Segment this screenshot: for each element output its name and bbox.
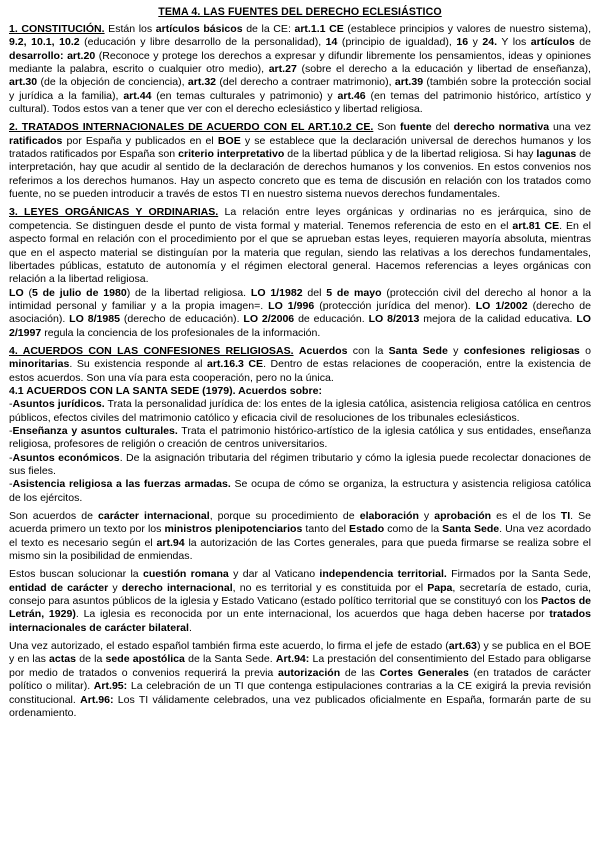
section-heading: 3. LEYES ORGÁNICAS Y ORDINARIAS. (9, 206, 219, 219)
paragraph-ratificacion: Una vez autorizado, el estado español también firma este acuerdo, lo firma el jefe de estado (art.63) y se publica en el BOE y en las actas de la sede apostólica de la Santa Sede. Art.94: La prestación del consentimiento del Estado para obligarse por medio de tratados o convenios requerirá la previa autorización de las Cortes Generales (en tratados de carácter político o militar). Art.95: La celebración de un TI que contenga estipulaciones contrarias a la CE exigirá la previa revisión constitucional. Art.96: Los TI válidamente celebrados, una vez publicados oficialmente en España, formarán parte de su ordenamiento. (9, 640, 592, 719)
paragraph-caracter-internacional: Son acuerdos de carácter internacional, porque su procedimiento de elaboración y aprobación es el de los TI. Se acuerda primero un texto por los ministros plenipotenciarios tanto del Estado como de la Santa Sede. Una vez acordado el texto es necesario según el art.94 la autorización de las Cortes generales, para que pueda firmarse se realiza sobre el mismo sin la posibilidad de enmiendas. (9, 510, 592, 563)
section-tratados: 2. TRATADOS INTERNACIONALES DE ACUERDO CON EL ART.10.2 CE. Son fuente del derecho normativa una vez ratificados por España y publicados en el BOE y se establece que la declaración universal de derechos humanos y los tratados ratificados por España son criterio interpretativo de la libertad pública y de la libertad religiosa. Si hay lagunas de interpretación, hay que acudir al sentido de la declaración de derechos humanos y los convenios. En estos convenios nos referimos a los derechos humanos. Hay un aspecto concreto que es tema de discusión en relación con los tratados como fuente, no se pueden introducir a través de estos TI en nuestro sistema nuevos derechos fundamentales. (9, 121, 592, 201)
paragraph-cuestion-romana: Estos buscan solucionar la cuestión romana y dar al Vaticano independencia territorial. Firmados por la Santa Sede, entidad de carácter y derecho internacional, no es territorial y es constituida por el Papa, secretaría de estado, curia, consejo para asuntos públicos de la iglesia y Estado Vaticano (estado político territorial que se constituyó con los Pactos de Letrán, 1929). La iglesia es reconocida por un ente internacional, los acuerdos que haga deben hacerse por tratados internacionales de carácter bilateral. (9, 568, 592, 634)
section-leyes: 3. LEYES ORGÁNICAS Y ORDINARIAS. La relación entre leyes orgánicas y ordinarias no es jerárquica, sino de competencia. Se distinguen desde el punto de vista formal y material. Tenemos referencia de esto en el art.81 CE. En el aspecto formal en relación con el procedimiento por el que se aprueban estas leyes, requieren mayoría absoluta, mientras que en el aspecto material se distinguían por la materia que regulan, siendo las relativas a los derechos fundamentales, libertades públicas, estatuto de autonomía y el régimen electoral general. Hacemos referencias a leyes orgánicas con relación a la libertad religiosa. (9, 206, 592, 286)
list-item: -Enseñanza y asuntos culturales. Trata el patrimonio histórico-artístico de la iglesia católica y sus entidades, enseñanza religiosa, profesores de religión o creación de centros universitarios. (9, 424, 591, 451)
section-heading: 1. CONSTITUCIÓN. (9, 23, 105, 35)
subsection-heading: 4.1 ACUERDOS CON LA SANTA SEDE (1979). Acuerdos sobre: (9, 384, 322, 397)
section-constitucion: 1. CONSTITUCIÓN. Están los artículos básicos de la CE: art.1.1 CE (establece principios y valores de nuestro sistema), 9.2, 10.1, 10.2 (educación y libre desarrollo de la personalidad), 14 (principio de igualdad), 16 y 24. Y los artículos de desarrollo: art.20 (Reconoce y protege los derechos a expresar y difundir libremente los pensamientos, ideas y opiniones mediante la palabra, escrito o cualquier otro medio), art.27 (sobre el derecho a la educación y libertad de enseñanza), art.30 (de la objeción de conciencia), art.32 (del derecho a contraer matrimonio), art.39 (también sobre la protección social y jurídica a la familia), art.44 (en temas culturales y patrimonio) y art.46 (en temas del patrimonio histórico, artístico y cultural). Todos estos van a tener que ver con el derecho eclesiástico y libertad religiosa. (9, 23, 592, 116)
section-heading: 2. TRATADOS INTERNACIONALES DE ACUERDO CON EL ART.10.2 CE. (9, 121, 374, 134)
document-title: TEMA 4. LAS FUENTES DEL DERECHO ECLESIÁSTICO (158, 6, 442, 18)
section-heading: 4. ACUERDOS CON LAS CONFESIONES RELIGIOSAS. (9, 344, 294, 357)
list-item: -Asuntos económicos. De la asignación tributaria del régimen tributario y cómo la iglesia puede recolectar donaciones de sus fieles. (9, 451, 591, 477)
section-acuerdos: 4. ACUERDOS CON LAS CONFESIONES RELIGIOSAS. Acuerdos con la Santa Sede y confesiones religiosas o minoritarias. Su existencia responde al art.16.3 CE. Dentro de estas relaciones de cooperación, entre la existencia de estos acuerdos. Son una vía para esta cooperación, pero no la única. (9, 344, 591, 384)
list-item: -Asuntos jurídicos. Trata la personalidad jurídica de: los entes de la iglesia católica, asistencia religiosa católica en centros públicos, efectos civiles del matrimonio católico y eficacia civil de resoluciones de los tribunales eclesiásticos. (9, 398, 591, 424)
leyes-organicas-list: LO (5 de julio de 1980) de la libertad religiosa. LO 1/1982 del 5 de mayo (protección civil del derecho al honor a la intimidad personal y familiar y a la propia imagen=. LO 1/996 (protección jurídica del menor). LO 1/2002 (derecho de asociación). LO 8/1985 (derecho de educación). LO 2/2006 de educación. LO 8/2013 mejora de la calidad educativa. LO 2/1997 regula la conciencia de los profesionales de la información. (9, 286, 592, 339)
list-item: -Asistencia religiosa a las fuerzas armadas. Se ocupa de cómo se organiza, la estructura y asistencia religiosa católica de los ejércitos. (9, 478, 591, 504)
